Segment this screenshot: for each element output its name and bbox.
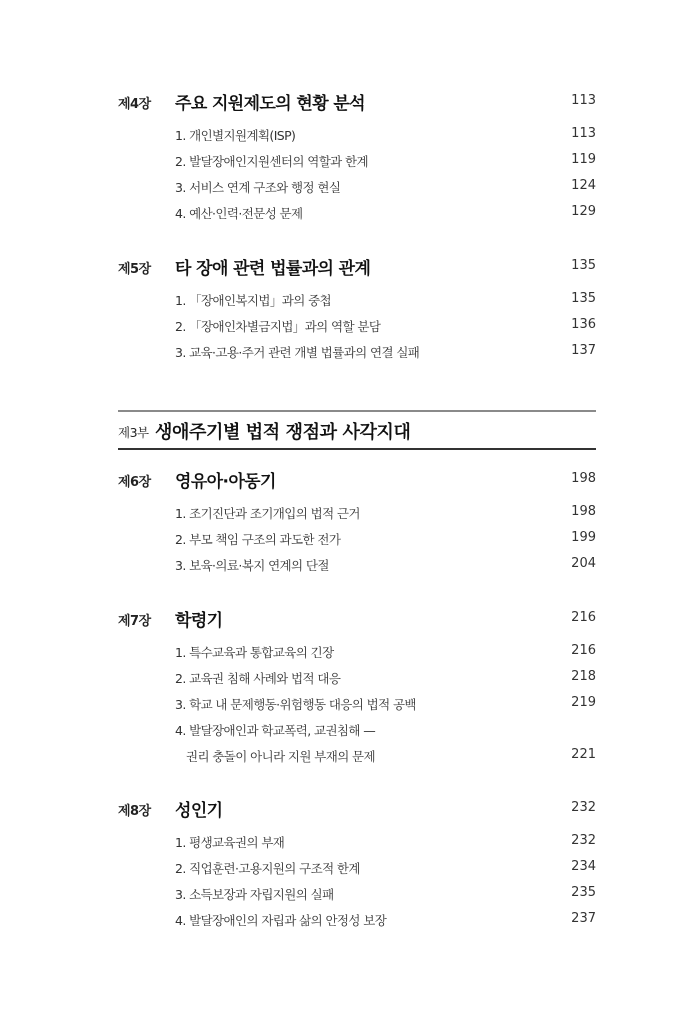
section-title: 3. 서비스 연계 구조와 행정 현실 bbox=[175, 180, 341, 195]
section-page-number: 119 bbox=[571, 152, 596, 167]
section-page-number: 135 bbox=[571, 291, 596, 306]
section-page-number: 232 bbox=[571, 833, 596, 848]
section-item[interactable] bbox=[118, 692, 596, 718]
section-page-number: 235 bbox=[571, 885, 596, 900]
section-page-number: 136 bbox=[571, 317, 596, 332]
section-list bbox=[118, 288, 596, 366]
section-item[interactable] bbox=[118, 908, 596, 934]
chapter-title: 학령기 bbox=[175, 611, 223, 631]
chapter-heading[interactable] bbox=[118, 796, 596, 822]
chapter-8 bbox=[118, 796, 596, 934]
chapter-page-number: 216 bbox=[571, 610, 596, 625]
section-title: 2. 발달장애인지원센터의 역할과 한계 bbox=[175, 154, 368, 169]
section-page-number: 199 bbox=[571, 530, 596, 545]
part-title: 생애주기별 법적 쟁점과 사각지대 bbox=[155, 422, 411, 443]
section-item[interactable] bbox=[118, 640, 596, 666]
section-page-number: 237 bbox=[571, 911, 596, 926]
chapter-title: 타 장애 관련 법률과의 관계 bbox=[175, 259, 371, 279]
section-title: 1. 평생교육권의 부재 bbox=[175, 835, 285, 850]
section-list bbox=[118, 123, 596, 227]
section-page-number: 137 bbox=[571, 343, 596, 358]
section-page-number: 129 bbox=[571, 204, 596, 219]
chapter-5 bbox=[118, 254, 596, 366]
section-title: 2. 직업훈련·고용지원의 구조적 한계 bbox=[175, 861, 360, 876]
chapter-page-number: 198 bbox=[571, 471, 596, 486]
section-title: 2. 교육권 침해 사례와 법적 대응 bbox=[175, 671, 341, 686]
chapter-title: 성인기 bbox=[175, 801, 223, 821]
section-title: 1. 조기진단과 조기개입의 법적 근거 bbox=[175, 506, 360, 521]
chapter-title: 주요 지원제도의 현황 분석 bbox=[175, 94, 365, 114]
chapter-label: 제5장 bbox=[118, 262, 151, 277]
section-title: 3. 소득보장과 자립지원의 실패 bbox=[175, 887, 334, 902]
chapter-4 bbox=[118, 89, 596, 227]
section-title: 1. 개인별지원계획(ISP) bbox=[175, 128, 296, 143]
section-list bbox=[118, 501, 596, 579]
section-item[interactable] bbox=[118, 553, 596, 579]
chapter-heading[interactable] bbox=[118, 467, 596, 493]
section-item[interactable] bbox=[118, 201, 596, 227]
section-item[interactable] bbox=[118, 340, 596, 366]
chapter-heading[interactable] bbox=[118, 89, 596, 115]
section-title: 3. 교육·고용·주거 관련 개별 법률과의 연결 실패 bbox=[175, 345, 420, 360]
section-item[interactable] bbox=[118, 830, 596, 856]
section-title: 2. 부모 책임 구조의 과도한 전가 bbox=[175, 532, 341, 547]
chapter-label: 제6장 bbox=[118, 475, 151, 490]
section-item[interactable] bbox=[118, 288, 596, 314]
chapter-7 bbox=[118, 606, 596, 770]
section-item[interactable] bbox=[118, 501, 596, 527]
section-page-number: 204 bbox=[571, 556, 596, 571]
section-page-number: 216 bbox=[571, 643, 596, 658]
section-title: 4. 발달장애인과 학교폭력, 교권침해 — bbox=[175, 723, 376, 738]
section-item[interactable] bbox=[118, 314, 596, 340]
section-item[interactable] bbox=[118, 718, 596, 744]
chapter-page-number: 232 bbox=[571, 800, 596, 815]
section-title: 1. 특수교육과 통합교육의 긴장 bbox=[175, 645, 334, 660]
section-title: 1. 「장애인복지법」과의 중첩 bbox=[175, 293, 332, 308]
chapter-label: 제8장 bbox=[118, 804, 151, 819]
section-page-number: 234 bbox=[571, 859, 596, 874]
section-page-number: 218 bbox=[571, 669, 596, 684]
section-item[interactable] bbox=[118, 149, 596, 175]
section-item-continuation[interactable] bbox=[118, 744, 596, 770]
part-3-heading[interactable] bbox=[118, 410, 596, 450]
section-title: 3. 학교 내 문제행동·위험행동 대응의 법적 공백 bbox=[175, 697, 416, 712]
chapter-6 bbox=[118, 467, 596, 579]
section-title: 4. 발달장애인의 자립과 삶의 안정성 보장 bbox=[175, 913, 387, 928]
section-page-number: 124 bbox=[571, 178, 596, 193]
section-item[interactable] bbox=[118, 856, 596, 882]
section-list bbox=[118, 640, 596, 770]
part-label: 제3부 bbox=[118, 425, 149, 440]
chapter-title: 영유아·아동기 bbox=[175, 472, 276, 492]
section-item[interactable] bbox=[118, 527, 596, 553]
section-page-number: 219 bbox=[571, 695, 596, 710]
section-title: 2. 「장애인차별금지법」과의 역할 분담 bbox=[175, 319, 381, 334]
section-page-number: 113 bbox=[571, 126, 596, 141]
section-list bbox=[118, 830, 596, 934]
section-page-number: 221 bbox=[571, 747, 596, 762]
section-page-number: 198 bbox=[571, 504, 596, 519]
chapter-page-number: 113 bbox=[571, 93, 596, 108]
section-item[interactable] bbox=[118, 123, 596, 149]
chapter-page-number: 135 bbox=[571, 258, 596, 273]
section-title: 4. 예산·인력·전문성 문제 bbox=[175, 206, 303, 221]
chapter-label: 제4장 bbox=[118, 97, 151, 112]
chapter-label: 제7장 bbox=[118, 614, 151, 629]
chapter-heading[interactable] bbox=[118, 254, 596, 280]
chapter-heading[interactable] bbox=[118, 606, 596, 632]
section-title: 3. 보육·의료·복지 연계의 단절 bbox=[175, 558, 329, 573]
section-item[interactable] bbox=[118, 175, 596, 201]
section-title-continuation: 권리 충돌이 아니라 지원 부재의 문제 bbox=[186, 749, 375, 764]
section-item[interactable] bbox=[118, 666, 596, 692]
section-item[interactable] bbox=[118, 882, 596, 908]
